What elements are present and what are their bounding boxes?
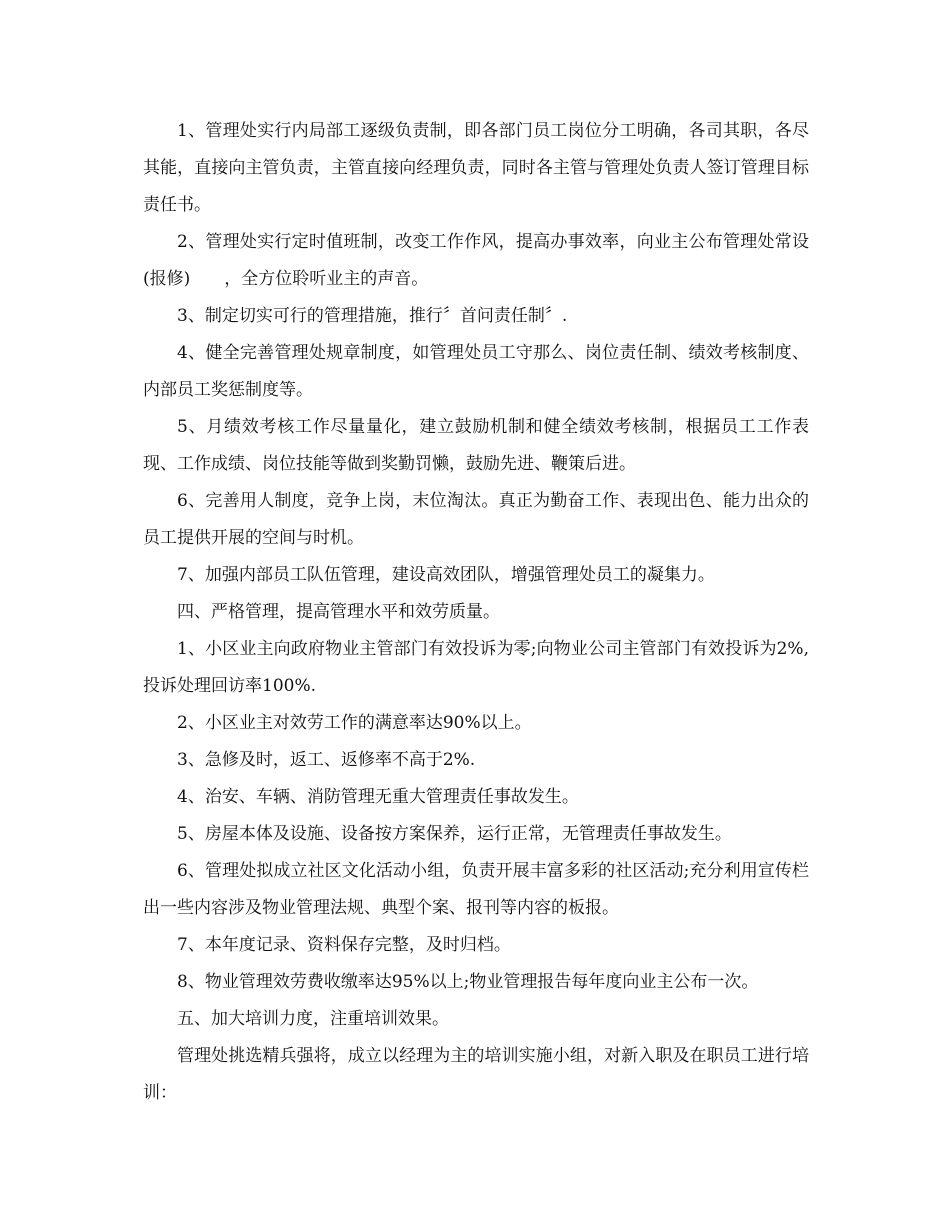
paragraph-13: 5、房屋本体及设施、设备按方案保养，运行正常，无管理责任事故发生。 — [177, 824, 732, 844]
paragraph-6: 6、完善用人制度，竞争上岗，末位淘汰。真正为勤奋工作、表现出色、能力出众的员工提供开展的空间与时机。 — [143, 491, 809, 548]
paragraph-10: 2、小区业主对效劳工作的满意率达90%以上。 — [177, 713, 532, 733]
paragraph-4: 4、健全完善管理处规章制度，如管理处员工守那么、岗位责任制、绩效考核制度、内部员工奖惩制度等。 — [143, 343, 809, 400]
paragraph-9: 1、小区业主向政府物业主管部门有效投诉为零;向物业公司主管部门有效投诉为2%,投诉处理回访率100%. — [143, 639, 809, 696]
paragraph-11: 3、急修及时，返工、返修率不高于2%. — [177, 750, 476, 770]
paragraph-1: 1、管理处实行内局部工逐级负责制，即各部门员工岗位分工明确，各司其职，各尽其能，直接向主管负责，主管直接向经理负责，同时各主管与管理处负责人签订管理目标责任书。 — [143, 121, 809, 215]
paragraph-2: 2、管理处实行定时值班制，改变工作作风，提高办事效率，向业主公布管理处常设(报修) ，全方位聆听业主的声音。 — [143, 232, 809, 289]
paragraph-12: 4、治安、车辆、消防管理无重大管理责任事故发生。 — [177, 787, 579, 807]
paragraph-16: 8、物业管理效劳费收缴率达95%以上;物业管理报告每年度向业主公布一次。 — [177, 972, 759, 992]
paragraph-14: 6、管理处拟成立社区文化活动小组，负责开展丰富多彩的社区活动;充分利用宣传栏出一些内容涉及物业管理法规、典型个案、报刊等内容的板报。 — [143, 861, 809, 918]
paragraph-18: 管理处挑选精兵强将，成立以经理为主的培训实施小组，对新入职及在职员工进行培训： — [143, 1046, 809, 1103]
paragraph-7: 7、加强内部员工队伍管理，建设高效团队，增强管理处员工的凝集力。 — [177, 565, 715, 585]
paragraph-5: 5、月绩效考核工作尽量量化，建立鼓励机制和健全绩效考核制，根据员工工作表现、工作成绩、岗位技能等做到奖勤罚懒，鼓励先进、鞭策后进。 — [143, 417, 809, 474]
paragraph-3: 3、制定切实可行的管理措施，推行〞首问责任制〞. — [177, 306, 568, 326]
document-body — [143, 113, 809, 1112]
paragraph-15: 7、本年度记录、资料保存完整，及时归档。 — [177, 935, 511, 955]
section-heading-five: 五、加大培训力度，注重培训效果。 — [177, 1009, 449, 1029]
section-heading-four: 四、严格管理，提高管理水平和效劳质量。 — [177, 602, 500, 622]
